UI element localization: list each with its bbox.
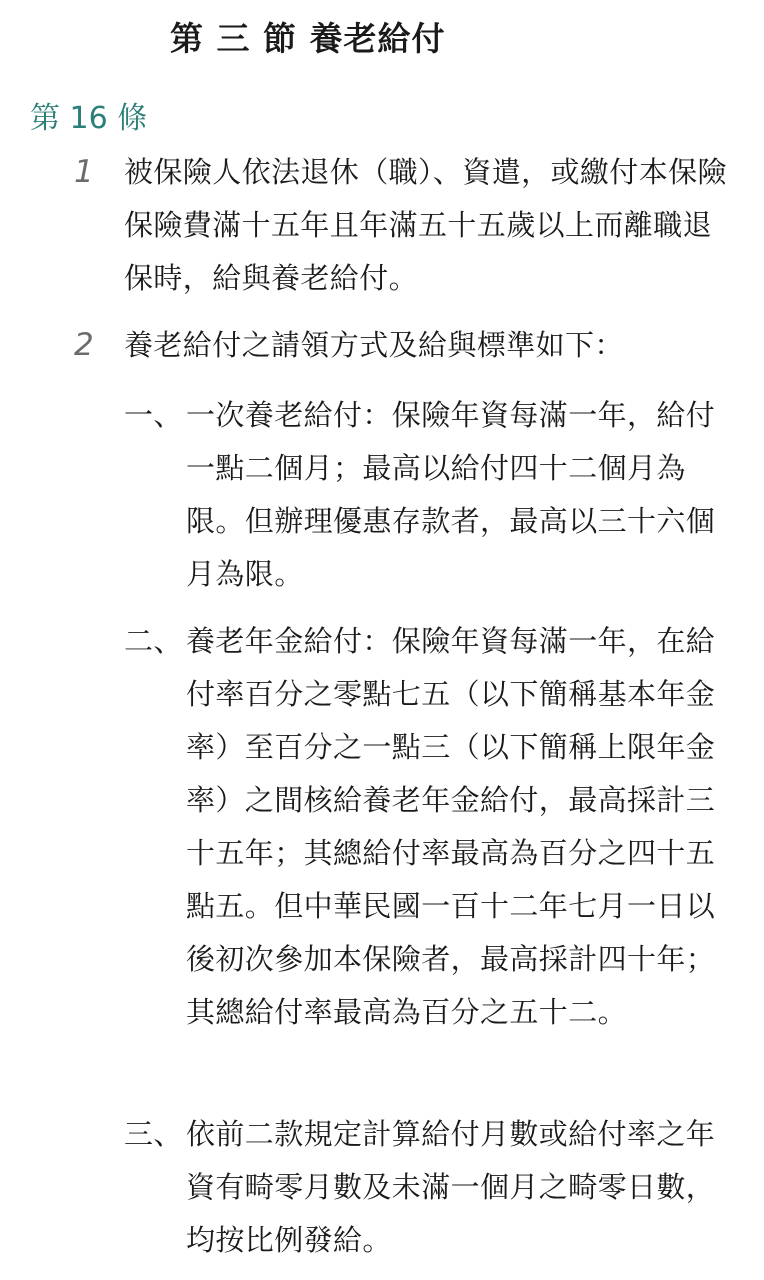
section-title: 第 三 節 養老給付: [170, 19, 446, 58]
list-item-text: 一次養老給付：保險年資每滿一年，給付一點二個月；最高以給付四十二個月為限。但辦理優惠存款者，最高以三十六個月為限。: [186, 398, 716, 591]
list-item-prefix: 三、: [124, 1117, 183, 1151]
list-item-prefix: 二、: [124, 624, 183, 658]
list-item-1: [124, 389, 739, 601]
list-item-prefix: 一、: [124, 398, 183, 432]
paragraph-text-1: 被保險人依法退休（職）、資遣，或繳付本保險保險費滿十五年且年滿五十五歲以上而離職退保時，給與養老給付。: [124, 155, 727, 295]
list-item-text: 依前二款規定計算給付月數或給付率之年資有畸零月數及未滿一個月之畸零日數，均按比例發給。: [186, 1117, 716, 1257]
list-item-text: 養老年金給付：保險年資每滿一年，在給付率百分之零點七五（以下簡稱基本年金率）至百分之一點三（以下簡稱上限年金率）之間核給養老年金給付，最高採計三十五年；其總給付率最高為百分之四十五點五。但中華民國一百十二年七月一日以後初次參加本保險者，最高採計四十年；其總給付率最高為百分之五十二。: [186, 624, 716, 1029]
article-number[interactable]: 第 16 條: [30, 101, 148, 136]
paragraph-number-2: 2: [74, 327, 94, 363]
paragraph-text-2: 養老給付之請領方式及給與標準如下：: [124, 328, 624, 362]
list-item-2: [124, 615, 739, 1039]
list-item-3: [124, 1108, 739, 1267]
paragraph-number-1: 1: [74, 154, 94, 190]
